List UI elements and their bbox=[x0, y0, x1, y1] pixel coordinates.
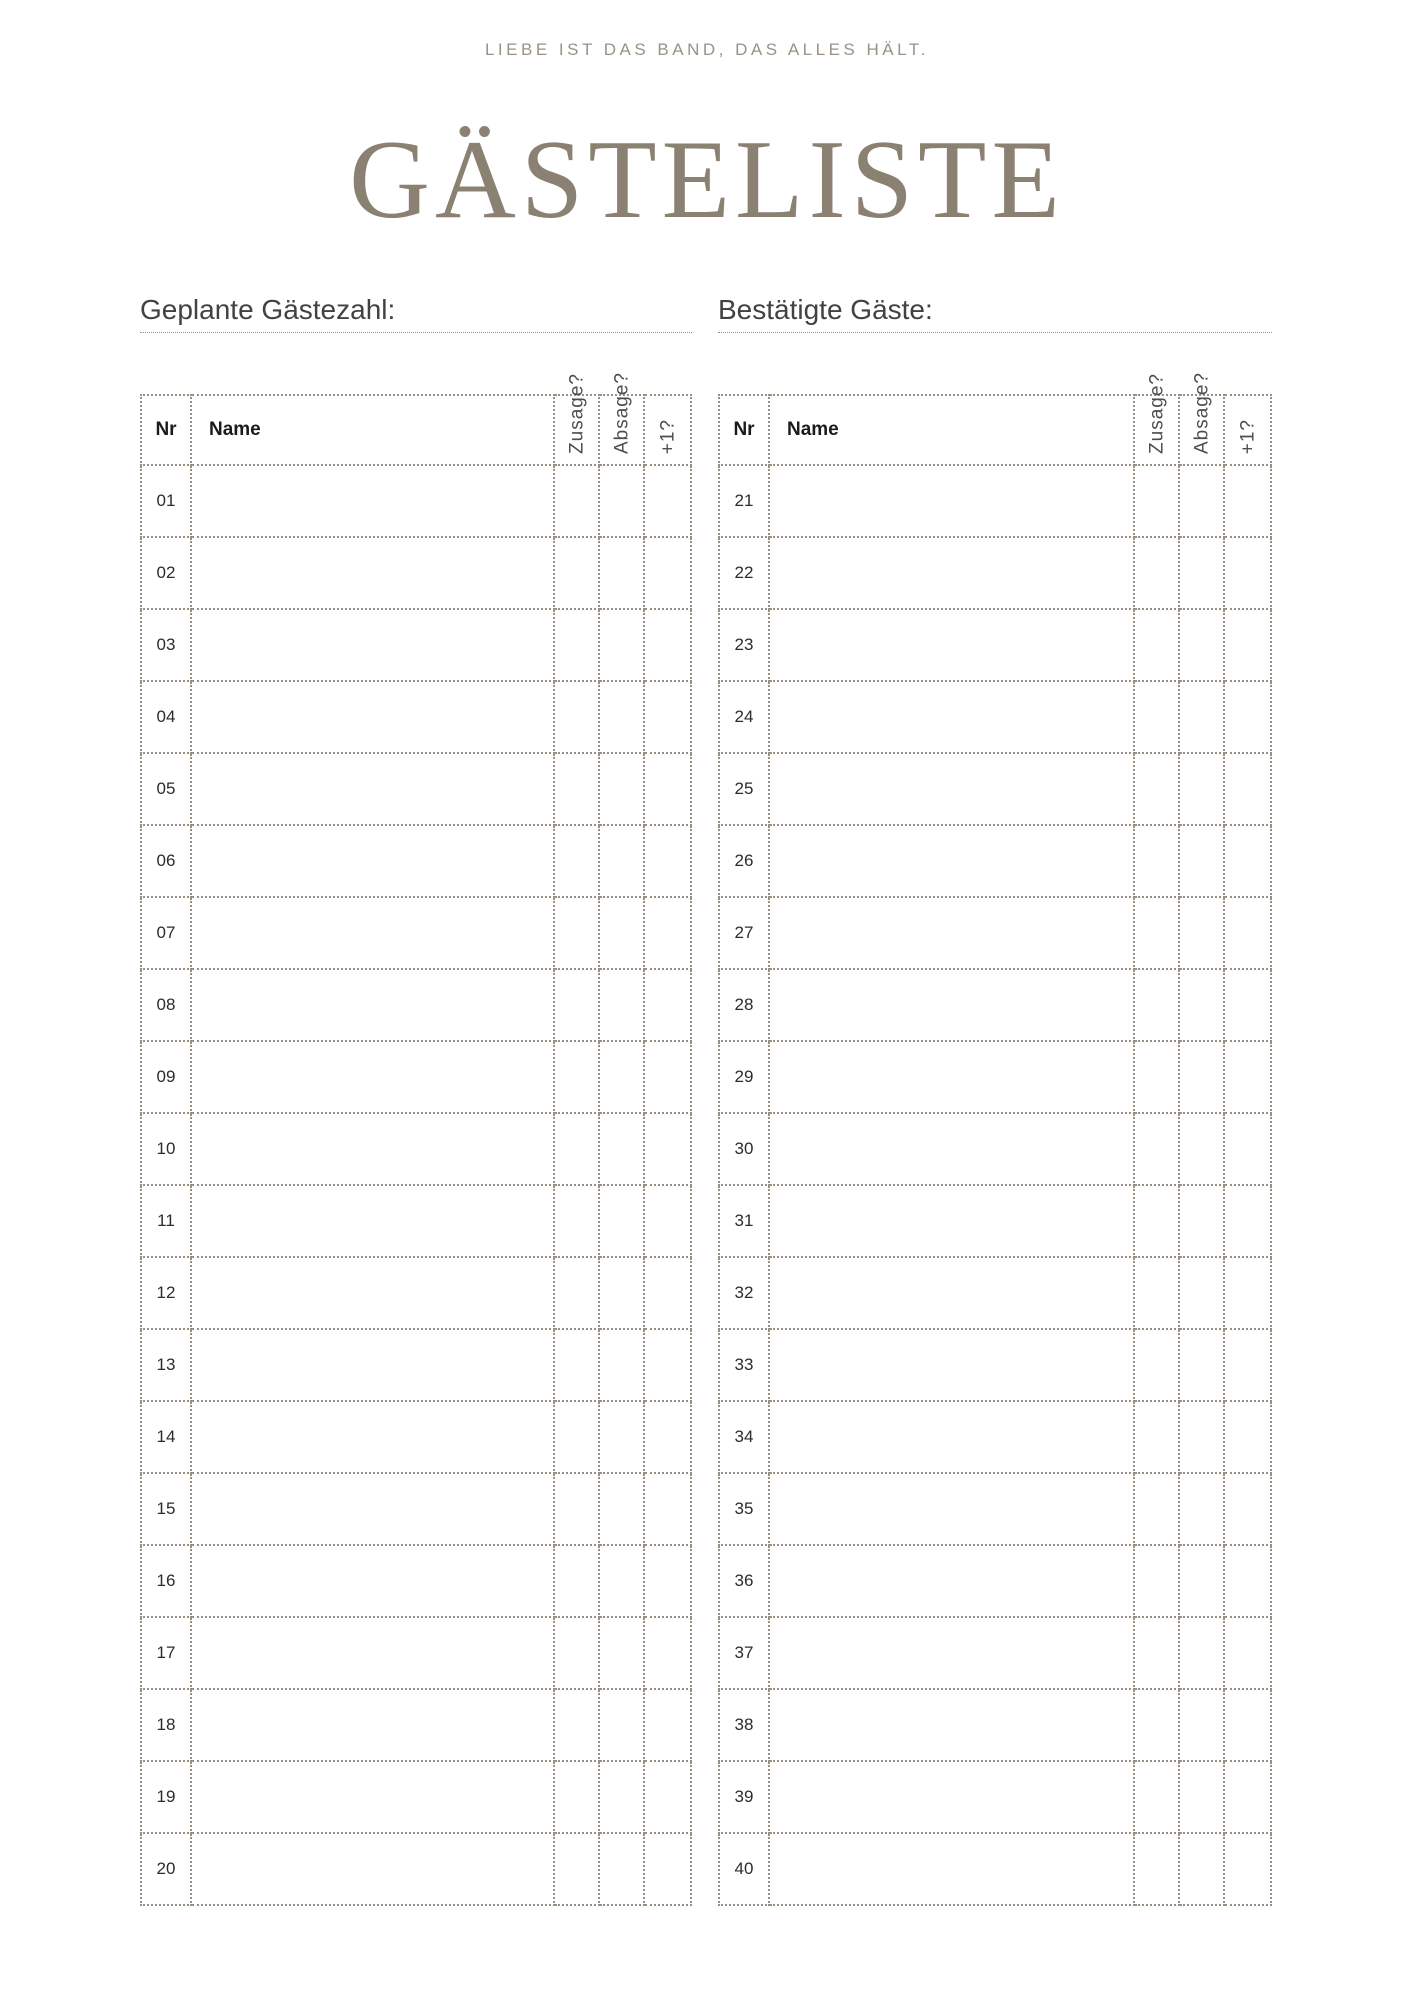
col-header-zusage bbox=[1134, 373, 1179, 465]
zusage-cell bbox=[554, 969, 599, 1041]
guest-row bbox=[719, 1257, 1271, 1329]
absage-cell bbox=[599, 1473, 644, 1545]
name-cell bbox=[769, 825, 1134, 897]
zusage-cell bbox=[554, 465, 599, 537]
row-number: 40 bbox=[719, 1833, 769, 1905]
col-header-absage bbox=[599, 371, 644, 465]
zusage-cell bbox=[554, 897, 599, 969]
row-number: 12 bbox=[141, 1257, 191, 1329]
col-header-name: Name bbox=[769, 395, 1134, 465]
guest-row bbox=[719, 1041, 1271, 1113]
col-header-absage bbox=[1179, 371, 1224, 465]
guest-row bbox=[141, 1257, 691, 1329]
name-cell bbox=[191, 1689, 554, 1761]
zusage-cell bbox=[1134, 1329, 1179, 1401]
row-number: 11 bbox=[141, 1185, 191, 1257]
guest-row bbox=[719, 1185, 1271, 1257]
guest-row bbox=[719, 1833, 1271, 1905]
name-cell bbox=[769, 897, 1134, 969]
plus-one-cell bbox=[644, 1689, 691, 1761]
guest-row bbox=[719, 1761, 1271, 1833]
plus-one-cell bbox=[644, 1113, 691, 1185]
name-cell bbox=[769, 609, 1134, 681]
guest-row bbox=[141, 1761, 691, 1833]
guest-row bbox=[141, 1329, 691, 1401]
plus-one-cell bbox=[1224, 897, 1271, 969]
plus-one-cell bbox=[1224, 753, 1271, 825]
col-header-name: Name bbox=[191, 395, 554, 465]
plus-one-cell bbox=[1224, 1185, 1271, 1257]
guest-row bbox=[719, 897, 1271, 969]
zusage-cell bbox=[554, 1833, 599, 1905]
row-number: 39 bbox=[719, 1761, 769, 1833]
absage-cell bbox=[1179, 1689, 1224, 1761]
row-number: 36 bbox=[719, 1545, 769, 1617]
name-cell bbox=[769, 1473, 1134, 1545]
guest-row bbox=[141, 1833, 691, 1905]
guest-row bbox=[719, 1545, 1271, 1617]
planned-guest-count-field bbox=[140, 292, 692, 333]
plus-one-cell bbox=[1224, 537, 1271, 609]
col-header-plus-one-label: +1? bbox=[657, 418, 678, 454]
zusage-cell bbox=[554, 753, 599, 825]
col-header-plus-one bbox=[644, 395, 691, 465]
plus-one-cell bbox=[1224, 1761, 1271, 1833]
guest-row bbox=[719, 537, 1271, 609]
row-number: 33 bbox=[719, 1329, 769, 1401]
absage-cell bbox=[1179, 825, 1224, 897]
zusage-cell bbox=[1134, 1617, 1179, 1689]
name-cell bbox=[191, 1617, 554, 1689]
zusage-cell bbox=[1134, 1761, 1179, 1833]
col-header-zusage-label: Zusage? bbox=[1146, 373, 1167, 454]
plus-one-cell bbox=[644, 681, 691, 753]
row-number: 30 bbox=[719, 1113, 769, 1185]
row-number: 26 bbox=[719, 825, 769, 897]
plus-one-cell bbox=[644, 1329, 691, 1401]
zusage-cell bbox=[1134, 1185, 1179, 1257]
col-header-plus-one-label: +1? bbox=[1237, 418, 1258, 454]
absage-cell bbox=[599, 1617, 644, 1689]
name-cell bbox=[191, 1401, 554, 1473]
plus-one-cell bbox=[1224, 465, 1271, 537]
row-number: 34 bbox=[719, 1401, 769, 1473]
absage-cell bbox=[599, 1257, 644, 1329]
absage-cell bbox=[1179, 1257, 1224, 1329]
guest-row bbox=[141, 537, 691, 609]
row-number: 22 bbox=[719, 537, 769, 609]
plus-one-cell bbox=[1224, 825, 1271, 897]
confirmed-guests-table bbox=[718, 371, 1272, 1906]
row-number: 04 bbox=[141, 681, 191, 753]
zusage-cell bbox=[1134, 969, 1179, 1041]
confirmed-guests-label: Bestätigte Gäste: bbox=[718, 294, 933, 325]
row-number: 35 bbox=[719, 1473, 769, 1545]
zusage-cell bbox=[554, 1473, 599, 1545]
absage-cell bbox=[1179, 1473, 1224, 1545]
name-cell bbox=[191, 1329, 554, 1401]
absage-cell bbox=[1179, 1617, 1224, 1689]
row-number: 25 bbox=[719, 753, 769, 825]
row-number: 02 bbox=[141, 537, 191, 609]
zusage-cell bbox=[1134, 1545, 1179, 1617]
name-cell bbox=[191, 1041, 554, 1113]
guest-row bbox=[141, 1113, 691, 1185]
name-cell bbox=[191, 1185, 554, 1257]
name-cell bbox=[769, 1329, 1134, 1401]
guest-row bbox=[719, 825, 1271, 897]
zusage-cell bbox=[1134, 897, 1179, 969]
zusage-cell bbox=[554, 1185, 599, 1257]
guest-row bbox=[719, 753, 1271, 825]
confirmed-guests-section bbox=[718, 292, 1272, 1906]
planned-guests-section bbox=[140, 292, 692, 1906]
absage-cell bbox=[599, 969, 644, 1041]
plus-one-cell bbox=[644, 465, 691, 537]
absage-cell bbox=[599, 537, 644, 609]
plus-one-cell bbox=[1224, 1545, 1271, 1617]
guest-row bbox=[141, 753, 691, 825]
col-header-nr: Nr bbox=[719, 395, 769, 465]
row-number: 15 bbox=[141, 1473, 191, 1545]
plus-one-cell bbox=[644, 825, 691, 897]
zusage-cell bbox=[1134, 753, 1179, 825]
row-number: 31 bbox=[719, 1185, 769, 1257]
zusage-cell bbox=[1134, 609, 1179, 681]
row-number: 09 bbox=[141, 1041, 191, 1113]
plus-one-cell bbox=[644, 1761, 691, 1833]
row-number: 18 bbox=[141, 1689, 191, 1761]
guest-row bbox=[719, 969, 1271, 1041]
row-number: 27 bbox=[719, 897, 769, 969]
absage-cell bbox=[599, 1329, 644, 1401]
zusage-cell bbox=[1134, 1833, 1179, 1905]
name-cell bbox=[191, 753, 554, 825]
confirmed-guests-field bbox=[718, 292, 1272, 333]
tagline: LIEBE IST DAS BAND, DAS ALLES HÄLT. bbox=[484, 40, 930, 59]
absage-cell bbox=[599, 1689, 644, 1761]
name-cell bbox=[191, 1113, 554, 1185]
name-cell bbox=[191, 681, 554, 753]
name-cell bbox=[769, 537, 1134, 609]
zusage-cell bbox=[554, 1761, 599, 1833]
guest-row bbox=[719, 1473, 1271, 1545]
plus-one-cell bbox=[1224, 1473, 1271, 1545]
plus-one-cell bbox=[1224, 1401, 1271, 1473]
name-cell bbox=[769, 1257, 1134, 1329]
name-cell bbox=[191, 465, 554, 537]
zusage-cell bbox=[554, 1113, 599, 1185]
name-cell bbox=[769, 1185, 1134, 1257]
guest-row bbox=[719, 1329, 1271, 1401]
plus-one-cell bbox=[644, 1833, 691, 1905]
plus-one-cell bbox=[1224, 1617, 1271, 1689]
name-cell bbox=[769, 681, 1134, 753]
plus-one-cell bbox=[1224, 609, 1271, 681]
name-cell bbox=[191, 1473, 554, 1545]
row-number: 28 bbox=[719, 969, 769, 1041]
row-number: 20 bbox=[141, 1833, 191, 1905]
absage-cell bbox=[599, 825, 644, 897]
name-cell bbox=[769, 1113, 1134, 1185]
name-cell bbox=[191, 897, 554, 969]
row-number: 01 bbox=[141, 465, 191, 537]
guest-row bbox=[141, 1617, 691, 1689]
guest-row bbox=[141, 1545, 691, 1617]
name-cell bbox=[191, 1833, 554, 1905]
guest-row bbox=[141, 1689, 691, 1761]
guest-row bbox=[719, 1689, 1271, 1761]
plus-one-cell bbox=[644, 1041, 691, 1113]
row-number: 10 bbox=[141, 1113, 191, 1185]
name-cell bbox=[769, 465, 1134, 537]
absage-cell bbox=[599, 1401, 644, 1473]
plus-one-cell bbox=[644, 609, 691, 681]
absage-cell bbox=[599, 1761, 644, 1833]
header-row bbox=[719, 395, 1271, 465]
absage-cell bbox=[1179, 465, 1224, 537]
guest-row bbox=[141, 1473, 691, 1545]
name-cell bbox=[769, 1545, 1134, 1617]
absage-cell bbox=[1179, 1185, 1224, 1257]
zusage-cell bbox=[1134, 681, 1179, 753]
row-number: 38 bbox=[719, 1689, 769, 1761]
row-number: 24 bbox=[719, 681, 769, 753]
col-header-absage-label: Absage? bbox=[611, 371, 632, 454]
zusage-cell bbox=[1134, 825, 1179, 897]
row-number: 16 bbox=[141, 1545, 191, 1617]
absage-cell bbox=[599, 609, 644, 681]
absage-cell bbox=[599, 1185, 644, 1257]
absage-cell bbox=[599, 681, 644, 753]
col-header-plus-one bbox=[1224, 395, 1271, 465]
name-cell bbox=[769, 1761, 1134, 1833]
name-cell bbox=[191, 609, 554, 681]
name-cell bbox=[191, 537, 554, 609]
absage-cell bbox=[599, 465, 644, 537]
guest-row bbox=[719, 465, 1271, 537]
row-number: 23 bbox=[719, 609, 769, 681]
plus-one-cell bbox=[644, 969, 691, 1041]
absage-cell bbox=[1179, 609, 1224, 681]
absage-cell bbox=[599, 897, 644, 969]
name-cell bbox=[191, 1761, 554, 1833]
row-number: 03 bbox=[141, 609, 191, 681]
col-header-zusage-label: Zusage? bbox=[566, 373, 587, 454]
plus-one-cell bbox=[644, 1401, 691, 1473]
absage-cell bbox=[1179, 681, 1224, 753]
plus-one-cell bbox=[644, 897, 691, 969]
guest-row bbox=[141, 969, 691, 1041]
col-header-nr: Nr bbox=[141, 395, 191, 465]
absage-cell bbox=[1179, 1545, 1224, 1617]
zusage-cell bbox=[1134, 537, 1179, 609]
plus-one-cell bbox=[1224, 1257, 1271, 1329]
absage-cell bbox=[1179, 1113, 1224, 1185]
guest-row bbox=[719, 681, 1271, 753]
header-row bbox=[141, 395, 691, 465]
page-title: GÄSTELISTE bbox=[349, 118, 1065, 242]
zusage-cell bbox=[554, 1689, 599, 1761]
name-cell bbox=[191, 1257, 554, 1329]
row-number: 13 bbox=[141, 1329, 191, 1401]
guest-row bbox=[141, 681, 691, 753]
absage-cell bbox=[599, 1041, 644, 1113]
plus-one-cell bbox=[644, 753, 691, 825]
plus-one-cell bbox=[1224, 681, 1271, 753]
name-cell bbox=[769, 753, 1134, 825]
absage-cell bbox=[1179, 1329, 1224, 1401]
name-cell bbox=[769, 1617, 1134, 1689]
zusage-cell bbox=[554, 681, 599, 753]
col-header-zusage bbox=[554, 373, 599, 465]
row-number: 06 bbox=[141, 825, 191, 897]
absage-cell bbox=[1179, 1041, 1224, 1113]
guest-row bbox=[719, 1401, 1271, 1473]
zusage-cell bbox=[1134, 1473, 1179, 1545]
zusage-cell bbox=[554, 1257, 599, 1329]
plus-one-cell bbox=[644, 1617, 691, 1689]
absage-cell bbox=[1179, 537, 1224, 609]
row-number: 32 bbox=[719, 1257, 769, 1329]
zusage-cell bbox=[554, 1401, 599, 1473]
plus-one-cell bbox=[1224, 1041, 1271, 1113]
zusage-cell bbox=[554, 609, 599, 681]
guest-row bbox=[141, 1041, 691, 1113]
guest-row bbox=[141, 897, 691, 969]
absage-cell bbox=[599, 1545, 644, 1617]
guest-row bbox=[719, 1617, 1271, 1689]
zusage-cell bbox=[1134, 1113, 1179, 1185]
absage-cell bbox=[1179, 1833, 1224, 1905]
plus-one-cell bbox=[1224, 1833, 1271, 1905]
name-cell bbox=[769, 969, 1134, 1041]
zusage-cell bbox=[1134, 1041, 1179, 1113]
row-number: 17 bbox=[141, 1617, 191, 1689]
plus-one-cell bbox=[644, 1185, 691, 1257]
zusage-cell bbox=[554, 537, 599, 609]
plus-one-cell bbox=[1224, 1329, 1271, 1401]
guest-row bbox=[719, 609, 1271, 681]
zusage-cell bbox=[554, 1041, 599, 1113]
name-cell bbox=[769, 1401, 1134, 1473]
name-cell bbox=[769, 1689, 1134, 1761]
plus-one-cell bbox=[644, 1257, 691, 1329]
zusage-cell bbox=[1134, 1401, 1179, 1473]
row-number: 05 bbox=[141, 753, 191, 825]
absage-cell bbox=[1179, 969, 1224, 1041]
zusage-cell bbox=[1134, 465, 1179, 537]
absage-cell bbox=[1179, 753, 1224, 825]
zusage-cell bbox=[554, 1545, 599, 1617]
guest-row bbox=[141, 465, 691, 537]
zusage-cell bbox=[554, 1329, 599, 1401]
name-cell bbox=[769, 1833, 1134, 1905]
row-number: 37 bbox=[719, 1617, 769, 1689]
row-number: 29 bbox=[719, 1041, 769, 1113]
name-cell bbox=[191, 825, 554, 897]
absage-cell bbox=[599, 753, 644, 825]
name-cell bbox=[191, 1545, 554, 1617]
plus-one-cell bbox=[1224, 1689, 1271, 1761]
plus-one-cell bbox=[644, 537, 691, 609]
planned-guest-count-label: Geplante Gästezahl: bbox=[140, 294, 396, 325]
row-number: 08 bbox=[141, 969, 191, 1041]
plus-one-cell bbox=[644, 1473, 691, 1545]
guest-row bbox=[141, 609, 691, 681]
absage-cell bbox=[1179, 1401, 1224, 1473]
absage-cell bbox=[599, 1833, 644, 1905]
guest-row bbox=[141, 1401, 691, 1473]
zusage-cell bbox=[1134, 1689, 1179, 1761]
guest-row bbox=[141, 1185, 691, 1257]
row-number: 19 bbox=[141, 1761, 191, 1833]
col-header-absage-label: Absage? bbox=[1191, 371, 1212, 454]
guest-row bbox=[719, 1113, 1271, 1185]
name-cell bbox=[191, 969, 554, 1041]
absage-cell bbox=[1179, 897, 1224, 969]
row-number: 14 bbox=[141, 1401, 191, 1473]
row-number: 07 bbox=[141, 897, 191, 969]
zusage-cell bbox=[1134, 1257, 1179, 1329]
guest-row bbox=[141, 825, 691, 897]
name-cell bbox=[769, 1041, 1134, 1113]
row-number: 21 bbox=[719, 465, 769, 537]
absage-cell bbox=[599, 1113, 644, 1185]
planned-guests-table bbox=[140, 371, 692, 1906]
plus-one-cell bbox=[644, 1545, 691, 1617]
plus-one-cell bbox=[1224, 1113, 1271, 1185]
zusage-cell bbox=[554, 1617, 599, 1689]
plus-one-cell bbox=[1224, 969, 1271, 1041]
zusage-cell bbox=[554, 825, 599, 897]
absage-cell bbox=[1179, 1761, 1224, 1833]
